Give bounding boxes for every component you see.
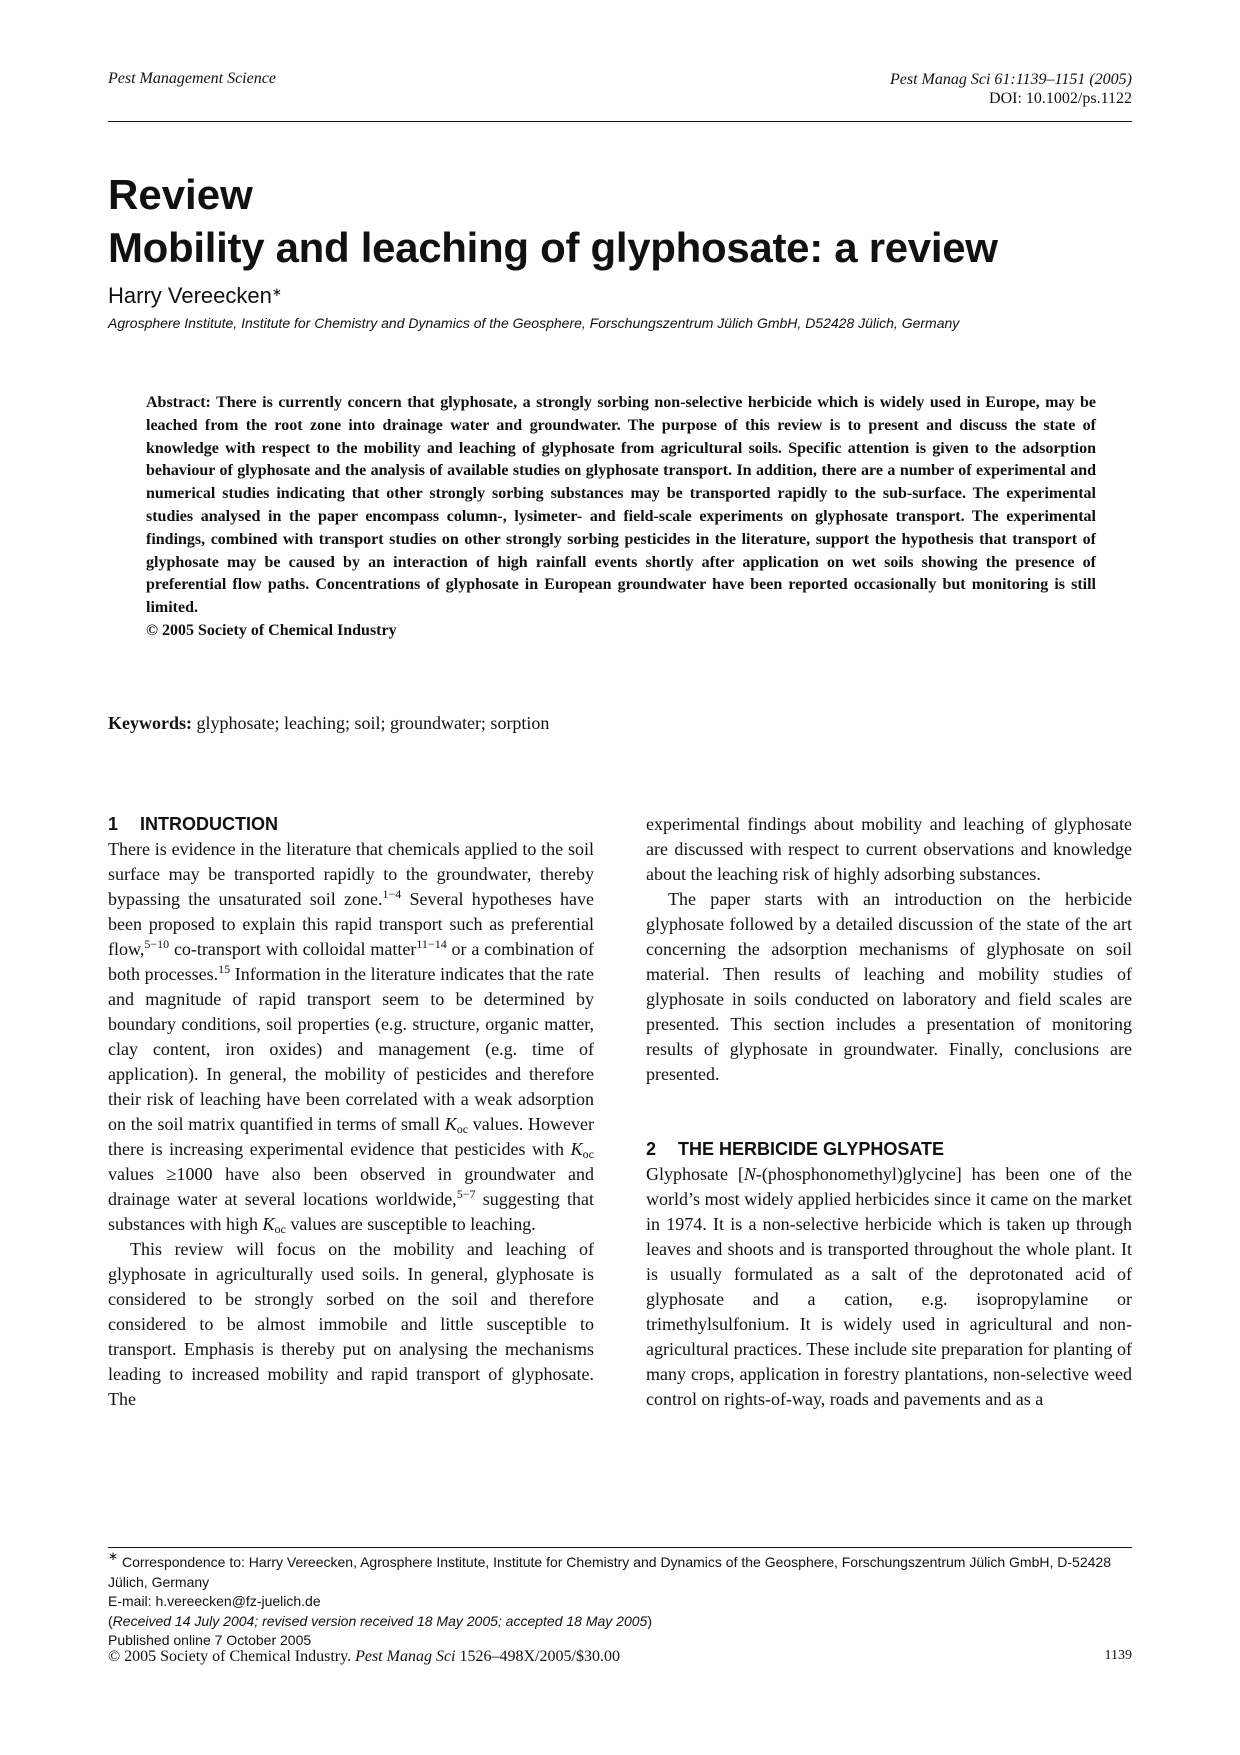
journal-name: Pest Management Science — [108, 70, 276, 87]
intro-paragraph-3: The paper starts with an introduction on the herbicide glyphosate followed by a detailed discussion of the state of the art concerning the adsorption mechanisms of glyphosate on soil material. Then results of leaching and mobility studies of glyphosate in soils conducted on laboratory and field scales are presented. This section includes a presentation of monitoring results of glyphosate in groundwater. Finally, conclusions are presented. — [646, 889, 1132, 1084]
koc-symbol: $K_{oc}$ — [262, 1214, 286, 1236]
abstract — [146, 392, 1096, 643]
published-online: Published online 7 October 2005 — [108, 1632, 312, 1648]
intro-paragraph-2: This review will focus on the mobility and leaching of glyphosate in agriculturally used soils. In general, glyphosate is considered to be strongly sorbed on the soil and therefore considered to be almost immobile and little susceptible to transport. Emphasis is thereby put on analysing the mechanisms leading to increased mobility and rapid transport of glyphosate. The — [108, 1239, 594, 1409]
article-title: Mobility and leaching of glyphosate: a review — [108, 224, 998, 271]
citation-block — [890, 70, 1132, 108]
doi[interactable]: DOI: 10.1002/ps.1122 — [989, 90, 1132, 107]
page-number: 1139 — [1104, 1648, 1132, 1663]
keywords-label: Keywords: — [108, 713, 192, 733]
author-footnote-mark[interactable]: ∗ — [271, 285, 282, 299]
article-page — [108, 0, 1132, 1755]
email[interactable]: E-mail: h.vereecken@fz-juelich.de — [108, 1593, 321, 1609]
citation-ref[interactable]: 1−4 — [382, 887, 402, 901]
section-heading-introduction: 1 INTRODUCTION — [108, 814, 278, 834]
section2-paragraph-1: Glyphosate [N-(phosphonomethyl)glycine] has been one of the world’s most widely applied herbicides since it came on the market in 1974. It is a non-selective herbicide which is taken up through leaves and shoots and is transported throughout the whole plant. It is usually formulated as a salt of the deprotonated acid of glyphosate and a cation, e.g. isopropylamine or trimethylsulfonium. It is widely used in agricultural and non-agricultural practices. These include site preparation for planting of many crops, application in forestry plantations, non-selective weed control on rights-of-way, roads and pavements and as a — [646, 1164, 1132, 1409]
intro-paragraph-1: There is evidence in the literature that chemicals applied to the soil surface may be transported rapidly to the groundwater, thereby bypassing the unsaturated soil zone.$^{1-4}$ Several hypotheses have been proposed to explain this rapid transport such as preferential flow,$^{5-10}$ co-transport with colloidal matter$^{11-14}$ or a combination of both processes.$^{15}$ Information in the literature indicates that the rate and magnitude of rapid transport seem to be determined by boundary conditions, soil properties (e.g. structure, organic matter, clay content, iron oxides) and management (e.g. time of application). In general, the mobility of pesticides and therefore their risk of leaching have been correlated with a weak adsorption on the soil matrix quantified in terms of small $K_{oc}$ values. However there is increasing experimental evidence that pesticides with $K_{oc}$ values ≥1000 have also been observed in groundwater and drainage water at several locations worldwide,$^{5-7}$ suggesting that substances with high $K_{oc}$ values are susceptible to leaching. — [108, 839, 594, 1236]
keywords — [108, 713, 1132, 734]
bottom-copyright: © 2005 Society of Chemical Industry. — [108, 1648, 352, 1665]
bottom-journal: Pest Manag Sci — [355, 1648, 456, 1665]
citation-ref[interactable]: 5−7 — [456, 1187, 476, 1201]
citation: Pest Manag Sci 61:1139–1151 (2005) — [889, 71, 1132, 88]
affiliation: Agrosphere Institute, Institute for Chemistry and Dynamics of the Geosphere, Forschungszentrum Jülich GmbH, D52428 Jülich, Germany — [108, 315, 960, 331]
citation-ref[interactable]: 11−14 — [416, 937, 447, 951]
citation-ref[interactable]: 15 — [218, 962, 231, 976]
author-name: Harry Vereecken — [108, 283, 272, 308]
received-dates: (Received 14 July 2004; revised version received 18 May 2005; accepted 18 May 2005) — [108, 1612, 652, 1629]
title-block — [108, 170, 1132, 332]
abstract-copyright: © 2005 Society of Chemical Industry — [146, 621, 397, 639]
author-line — [108, 282, 1132, 310]
footnote-rule — [108, 1547, 1132, 1548]
section-heading-herbicide-glyphosate: 2 THE HERBICIDE GLYPHOSATE — [646, 1139, 945, 1159]
koc-symbol: $K_{oc}$ — [444, 1114, 469, 1136]
abstract-text: Abstract: There is currently concern that glyphosate, a strongly sorbing non-selective herbicide which is widely used in Europe, may be leached from the root zone into drainage water and groundwater. The purpose of this review is to present and discuss the state of knowledge with respect to the mobility and leaching of glyphosate from agricultural soils. Specific attention is given to the adsorption behaviour of glyphosate and the analysis of available studies on glyphosate transport. In addition, there are a number of experimental and numerical studies indicating that other strongly sorbing substances may be transported rapidly to the sub-surface. The experimental studies analysed in the paper encompass column-, lysimeter- and field-scale experiments on glyphosate transport. The experimental findings, combined with transport studies on other strongly sorbing pesticides in the literature, support the hypothesis that transport of glyphosate may be caused by an interaction of high rainfall events shortly after application on wet soils showing the presence of preferential flow paths. Concentrations of glyphosate in European groundwater have been reported occasionally but monitoring is still limited. — [146, 394, 1096, 617]
citation-ref[interactable]: 5−10 — [144, 937, 170, 951]
bottom-line — [108, 1648, 1132, 1666]
issn: 1526–498X/2005/$30.00 — [459, 1648, 620, 1665]
intro-paragraph-2-continued: experimental findings about mobility and leaching of glyphosate are discussed with respect to current observations and knowledge about the leaching risk of highly adsorbing substances. — [646, 814, 1132, 884]
left-column — [108, 812, 594, 1412]
article-type: Review — [108, 171, 253, 218]
koc-symbol: $K_{oc}$ — [570, 1139, 594, 1161]
keywords-text: glyphosate; leaching; soil; groundwater; sorption — [196, 713, 550, 733]
correspondence-note: ∗ Correspondence to: Harry Vereecken, Agrosphere Institute, Institute for Chemistry and Dynamics of the Geosphere, Forschungszentrum Jülich GmbH, D-52428 Jülich, Germany — [108, 1549, 1111, 1590]
footnotes — [108, 1549, 1132, 1651]
header-rule — [108, 121, 1132, 122]
right-column — [646, 812, 1132, 1412]
